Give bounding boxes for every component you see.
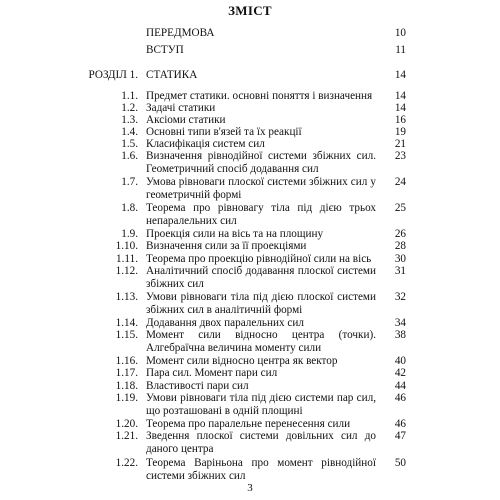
toc-entry-title [146, 265, 376, 290]
toc-entry-title-line: Теорема Варіньона про момент рівнодійної [146, 457, 376, 469]
toc-entry-number: 1.21. [115, 430, 138, 442]
toc-entry-page: 38 [394, 329, 406, 341]
toc-entry-title-line: збіжних сил в аналітичній формі [146, 303, 303, 316]
toc-entry-page: 23 [394, 150, 406, 162]
toc-entry-page: 50 [394, 457, 406, 469]
toc-entry-title [146, 291, 376, 316]
toc-entry-page: 47 [394, 430, 406, 442]
toc-entry-title-line: Властивості пари сил [146, 380, 249, 392]
toc-entry-title [146, 228, 376, 241]
toc-entry-page: 44 [394, 380, 406, 392]
toc-entry-number: 1.3. [121, 114, 138, 126]
toc-entry-title [146, 138, 376, 151]
toc-entry-page: 21 [394, 138, 406, 150]
toc-entry-number: 1.5. [121, 138, 138, 150]
toc-entry-title-line: Момент сили відносно центра як вектор [146, 355, 338, 367]
toc-entry-title-line: Пара сил. Момент пари сил [146, 367, 278, 379]
toc-entry-number: 1.2. [121, 102, 138, 114]
toc-entry-title-line: непаралельних сил [146, 214, 237, 227]
toc-entry-number: 1.18. [115, 380, 138, 392]
toc-entry-title-line: Основні типи в'язей та їх реакції [146, 126, 302, 138]
toc-entry-page: 11 [395, 44, 406, 56]
toc-entry-title [146, 90, 376, 103]
toc-entry-page: 25 [394, 202, 406, 214]
toc-entry-page: 16 [394, 114, 406, 126]
toc-entry-title-line: Умови рівноваги тіла під дією плоскої системи [146, 291, 376, 303]
toc-entry-title [146, 27, 376, 40]
toc-entry-title-line: Геометричний спосіб додавання сил [146, 162, 319, 175]
toc-entry-title-line: Алгебраїчна величина моменту сили [146, 341, 322, 354]
toc-entry-title-line: Аналітичний спосіб додавання плоскої системи [146, 265, 376, 277]
toc-entry-title [146, 44, 376, 57]
toc-entry-number: 1.13. [115, 291, 138, 303]
toc-entry-title [146, 202, 376, 227]
toc-entry-page: 19 [394, 126, 406, 138]
toc-entry-number: 1.12. [115, 265, 138, 277]
toc-entry-page: 31 [394, 265, 406, 277]
toc-entry-page: 46 [394, 418, 406, 430]
toc-entry-number: 1.20. [115, 418, 138, 430]
toc-entry-title [146, 380, 376, 393]
toc-entry-title [146, 367, 376, 380]
toc-entry-number: 1.1. [121, 90, 138, 102]
toc-entry-title-line: Додавання двох паралельних сил [146, 317, 304, 329]
toc-entry-title-line: даного центра [146, 442, 214, 455]
toc-entry-number: 1.11. [116, 253, 138, 265]
toc-entry-title [146, 457, 376, 482]
toc-entry-title-line: Предмет статики. основні поняття і визначення [146, 90, 373, 102]
toc-entry-title-line: збіжних сил [146, 277, 204, 290]
toc-entry-title-line: Проекція сили на вісь та на площину [146, 228, 324, 240]
toc-title: ЗМІСТ [228, 3, 272, 18]
toc-entry-title [146, 253, 376, 266]
toc-entry-page: 30 [394, 253, 406, 265]
toc-entry-title [146, 430, 376, 455]
toc-entry-title [146, 240, 376, 253]
toc-entry-number: 1.10. [115, 240, 138, 252]
toc-entry-number: 1.9. [121, 228, 138, 240]
toc-entry-title [146, 114, 376, 127]
toc-entry-page: 14 [394, 102, 406, 114]
toc-entry-title [146, 355, 376, 368]
toc-entry-number: РОЗДІЛ 1. [88, 69, 138, 81]
toc-entry-title [146, 126, 376, 139]
toc-entry-page: 24 [394, 176, 406, 188]
toc-entry-page: 42 [394, 367, 406, 379]
toc-entry-title [146, 418, 376, 431]
toc-entry-page: 32 [394, 291, 406, 303]
toc-entry-title-line: Зведення плоскої системи довільних сил до [146, 430, 376, 442]
toc-entry-number: 1.6. [121, 150, 138, 162]
toc-entry-number: 1.4. [121, 126, 138, 138]
toc-entry-page: 34 [394, 317, 406, 329]
toc-entry-number: 1.16. [115, 355, 138, 367]
toc-entry-title-line: Визначення рівнодійної системи збіжних сил. [146, 150, 376, 162]
toc-entry-title-line: Задачі статики [146, 102, 216, 114]
page-number: 3 [247, 482, 253, 494]
toc-entry-title-line: СТАТИКА [146, 69, 198, 81]
toc-entry-title-line: Визначення сили за її проекціями [146, 240, 307, 252]
toc-entry-title-line: Момент сили відносно центра (точки). [146, 329, 376, 341]
toc-entry-title [146, 392, 376, 417]
toc-entry-title-line: ВСТУП [146, 44, 184, 56]
toc-entry-title-line: Аксіоми статики [146, 114, 226, 126]
toc-entry-number: 1.14. [115, 317, 138, 329]
toc-entry-title-line: Умова рівноваги плоскої системи збіжних сил у [146, 176, 376, 188]
toc-entry-title-line: ПЕРЕДМОВА [146, 27, 215, 39]
toc-entry-page: 46 [394, 392, 406, 404]
toc-entry-title [146, 69, 376, 82]
toc-entry-page: 40 [394, 355, 406, 367]
toc-entry-number: 1.7. [121, 176, 138, 188]
toc-entry-number: 1.19. [115, 392, 138, 404]
toc-entry-title-line: Теорема про паралельне перенесення сили [146, 418, 351, 430]
toc-entry-title-line: Теорема про проекцію рівнодійної сили на вісь [146, 253, 372, 265]
toc-entry-page: 14 [394, 90, 406, 102]
toc-entry-title [146, 150, 376, 175]
toc-entry-number: 1.8. [121, 202, 138, 214]
toc-entry-title-line: Класифікація систем сил [146, 138, 265, 150]
toc-entry-title-line: Теорема про рівновагу тіла під дією трьох [146, 202, 376, 214]
toc-entry-page: 10 [394, 27, 406, 39]
toc-entry-page: 28 [394, 240, 406, 252]
toc-entry-number: 1.17. [115, 367, 138, 379]
toc-entry-number: 1.22. [115, 457, 138, 469]
toc-entry-title-line: Умови рівноваги тіла під дією системи пар сил, [146, 392, 376, 404]
toc-entry-title [146, 329, 376, 354]
toc-entry-page: 14 [394, 69, 406, 81]
toc-entry-title [146, 176, 376, 201]
toc-entry-title [146, 102, 376, 115]
toc-entry-title-line: що розташовані в одній площині [146, 404, 303, 417]
toc-entry-title [146, 317, 376, 330]
toc-entry-title-line: геометричній формі [146, 188, 242, 201]
toc-entry-number: 1.15. [115, 329, 138, 341]
toc-entry-page: 26 [394, 228, 406, 240]
toc-entry-title-line: системи збіжних сил [146, 469, 246, 482]
